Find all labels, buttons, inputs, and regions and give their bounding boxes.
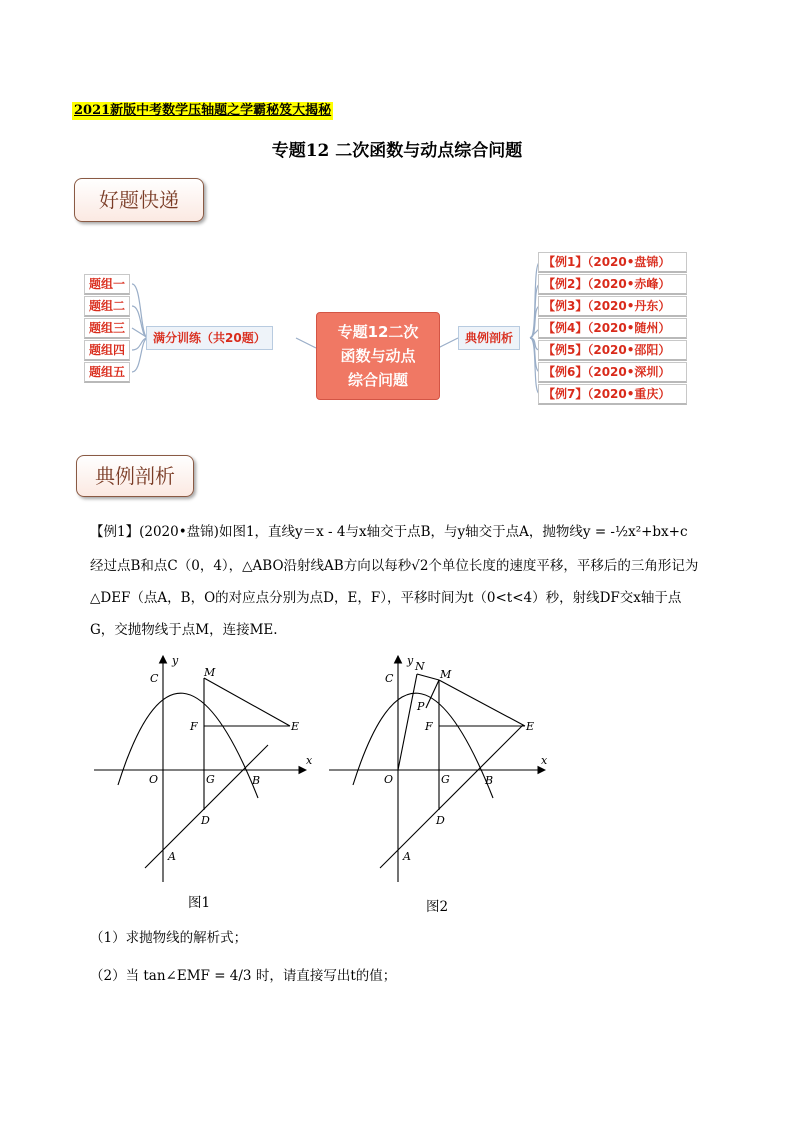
example-item: 【例4】（2020•随州） — [538, 318, 687, 339]
mindmap-center-topic: 专题12二次 函数与动点 综合问题 — [316, 312, 440, 400]
label-y: y — [407, 654, 414, 667]
segment-pm — [426, 680, 439, 708]
group-item: 题组五 — [84, 362, 130, 383]
problem-line-2: 经过点B和点C（0，4），△ABO沿射线AB方向以每秒√2个单位长度的速度平移，平移后的三角形记为 — [90, 558, 699, 574]
segment-on — [398, 674, 417, 770]
group-item: 题组三 — [84, 318, 130, 339]
label-c: C — [150, 672, 159, 685]
segment-nm — [417, 674, 439, 680]
label-n: N — [415, 660, 425, 673]
question-2: （2）当 tan∠EMF = 4/3 时，请直接写出t的值； — [90, 968, 397, 984]
label-y: y — [172, 654, 179, 667]
label-e: E — [526, 720, 535, 733]
group-item: 题组一 — [84, 274, 130, 295]
example-item: 【例5】（2020•邵阳） — [538, 340, 687, 361]
series-banner: 2021新版中考数学压轴题之学霸秘笈大揭秘 — [74, 103, 332, 118]
figure-2-diagram — [325, 650, 555, 890]
segment-me — [204, 678, 290, 726]
page-title: 专题12 二次函数与动点综合问题 — [271, 141, 523, 161]
label-e: E — [291, 720, 300, 733]
label-x: x — [541, 754, 548, 767]
question-1: （1）求抛物线的解析式； — [90, 930, 248, 946]
example-item: 【例2】（2020•赤峰） — [538, 274, 687, 295]
section-tag-label: 典例剖析 — [95, 464, 175, 488]
label-f: F — [425, 720, 433, 733]
problem-line-4: G，交抛物线于点M，连接ME. — [90, 622, 278, 638]
figure-2-caption: 图2 — [426, 899, 449, 915]
label-d: D — [201, 814, 210, 827]
label-b: B — [252, 774, 261, 787]
label-m: M — [204, 666, 216, 679]
label-g: G — [206, 773, 215, 786]
label-f: F — [190, 720, 198, 733]
label-a: A — [168, 850, 176, 863]
left-branch-full-score-training: 满分训练（共20题） — [146, 326, 273, 350]
section-tag-typical-examples — [76, 455, 194, 497]
label-p: P — [417, 700, 425, 713]
label-x: x — [306, 754, 313, 767]
figure-1-diagram — [90, 650, 320, 890]
right-branch-typical-examples: 典例剖析 — [458, 326, 520, 350]
line-ab — [380, 725, 523, 868]
problem-line-3: △DEF（点A，B，O的对应点分别为点D，E，F），平移时间为t（0<t<4）秒，射线DF交x轴于点 — [90, 590, 682, 606]
label-g: G — [441, 773, 450, 786]
section-tag-label: 好题快递 — [99, 188, 179, 212]
example-item: 【例3】（2020•丹东） — [538, 296, 687, 317]
label-b: B — [485, 774, 494, 787]
figure-1-caption: 图1 — [188, 895, 211, 911]
problem-line-1: 【例1】(2020•盘锦)如图1，直线y＝x - 4与x轴交于点B，与y轴交于点A，抛物线y = -½x²+bx+c — [90, 524, 688, 540]
group-item: 题组四 — [84, 340, 130, 361]
label-a: A — [403, 850, 411, 863]
group-item: 题组二 — [84, 296, 130, 317]
label-d: D — [436, 814, 445, 827]
label-c: C — [385, 672, 394, 685]
example-item: 【例1】（2020•盘锦） — [538, 252, 687, 273]
label-o: O — [384, 773, 394, 786]
label-o: O — [149, 773, 159, 786]
segment-me — [439, 680, 525, 726]
example-item: 【例7】（2020•重庆） — [538, 384, 687, 405]
parabola — [118, 693, 261, 798]
example-item: 【例6】（2020•深圳） — [538, 362, 687, 383]
label-m: M — [440, 668, 452, 681]
